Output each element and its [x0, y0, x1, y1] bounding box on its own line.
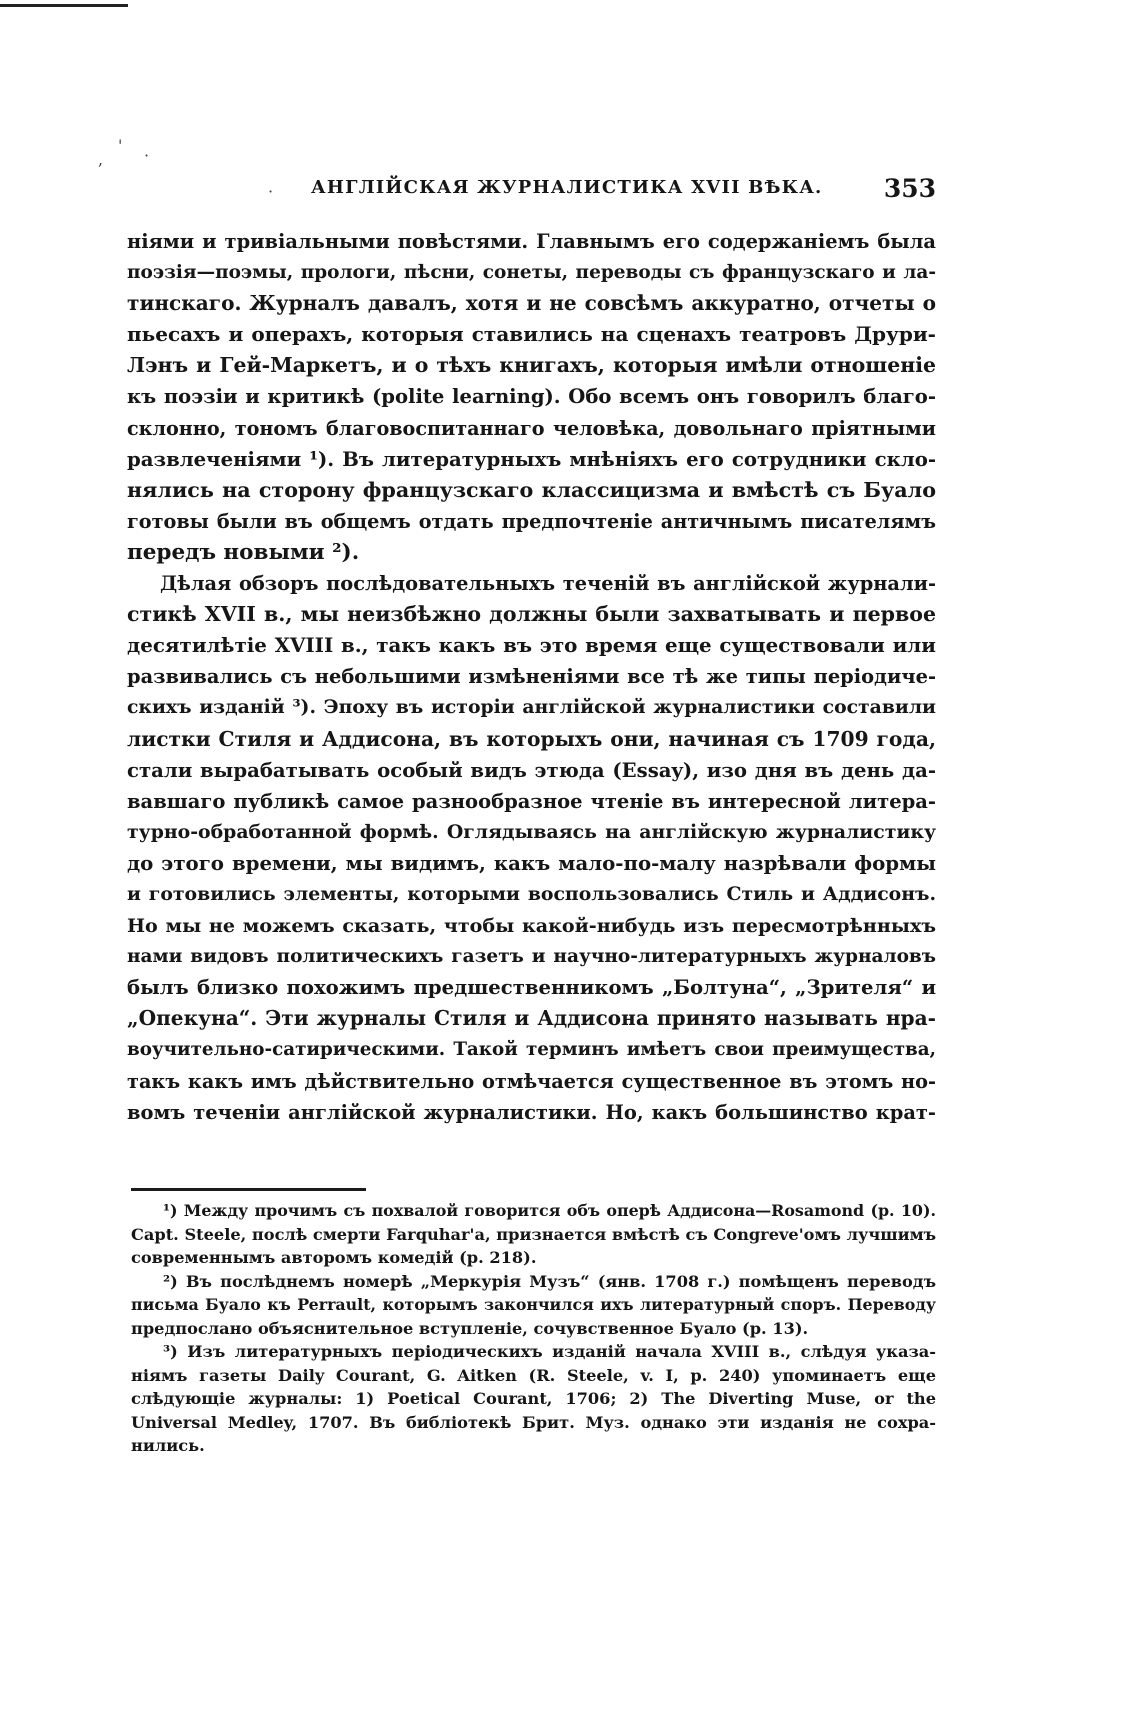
body-line: пьесахъ и операхъ, которыя ставились на сценахъ театровъ Друри- — [127, 322, 936, 347]
page-number: 353 — [883, 174, 936, 203]
body-line: стали вырабатывать особый видъ этюда (Essay), изо дня въ день да- — [127, 758, 936, 782]
footnote-line: письма Буало къ Perrault, которымъ закончился ихъ литературный споръ. Переводу — [131, 1295, 936, 1314]
footnote-line: ніямъ газеты Daily Courant, G. Aitken (R. Steele, v. I, p. 240) упоминаетъ еще — [131, 1365, 936, 1385]
body-line: листки Стиля и Аддисона, въ которыхъ они, начиная съ 1709 года, — [127, 726, 936, 751]
body-line: развивались съ небольшими измѣненіями все тѣ же типы періодиче- — [127, 665, 936, 689]
footnote-line: нились. — [131, 1436, 205, 1455]
body-line: склонно, тономъ благовоспитаннаго человѣка, довольнаго пріятными — [127, 416, 936, 440]
body-line: скихъ изданій ³). Эпоху въ исторіи англійской журналистики составили — [127, 696, 936, 719]
footnote-divider — [131, 1188, 366, 1191]
body-line: десятилѣтіе XVIII в., такъ какъ въ это время еще существовали или — [127, 633, 936, 658]
footnote-line: слѣдующіе журналы: 1) Poetical Courant, 1706; 2) The Diverting Muse, or the — [131, 1389, 936, 1408]
body-line: Дѣлая обзоръ послѣдовательныхъ теченій въ англійской журнали- — [160, 572, 936, 596]
footnote-line: предпослано объяснительное вступленіе, сочувственное Буало (p. 13). — [131, 1318, 809, 1338]
body-text — [127, 226, 936, 1128]
scan-speck: ' — [118, 136, 123, 155]
scan-speck: · — [144, 146, 150, 165]
body-line: къ поэзіи и критикѣ (polite learning). Обо всемъ онъ говорилъ благо- — [127, 385, 936, 409]
body-line: Но мы не можемъ сказать, чтобы какой-нибудь изъ пересмотрѣнныхъ — [127, 914, 936, 938]
running-title: АНГЛІЙСКАЯ ЖУРНАЛИСТИКА XVII ВѢКА. — [311, 177, 823, 198]
body-line: тинскаго. Журналъ давалъ, хотя и не совсѣмъ аккуратно, отчеты о — [127, 291, 936, 316]
body-line: воучительно-сатирическими. Такой терминъ имѣетъ свои преимущества, — [127, 1039, 936, 1061]
scan-speck: , — [98, 150, 104, 169]
footnote-line: ²) Въ послѣднемъ номерѣ „Меркурія Музъ“ (янв. 1708 г.) помѣщенъ переводъ — [163, 1271, 936, 1291]
scan-speck: · — [268, 182, 274, 201]
footnotes — [131, 1199, 936, 1458]
body-line: ніями и тривіальными повѣстями. Главнымъ его содержаніемъ была — [127, 230, 936, 253]
footnote-line: ¹) Между прочимъ съ похвалой говорится объ оперѣ Аддисона—Rosamond (p. 10). — [163, 1201, 936, 1220]
body-line: и готовились элементы, которыми воспользовались Стиль и Аддисонъ. — [127, 882, 936, 905]
footnote-line: ³) Изъ литературныхъ періодическихъ изданій начала XVIII в., слѣдуя указа- — [163, 1342, 936, 1361]
body-line: былъ близко похожимъ предшественникомъ „Болтуна“, „Зрителя“ и — [127, 976, 936, 1000]
body-line: такъ какъ имъ дѣйствительно отмѣчается существенное въ этомъ но- — [127, 1069, 936, 1093]
body-line: до этого времени, мы видимъ, какъ мало-по-малу назрѣвали формы — [127, 850, 936, 875]
body-line: вомъ теченіи англійской журналистики. Но, какъ большинство крат- — [127, 1100, 936, 1124]
body-line: „Опекуна“. Эти журналы Стиля и Аддисона принято называть нра- — [127, 1006, 936, 1031]
page-header — [311, 174, 936, 208]
body-line: передъ новыми ²). — [127, 539, 360, 565]
body-line: стикѣ XVII в., мы неизбѣжно должны были захватывать и первое — [127, 602, 936, 627]
top-edge-rule — [0, 4, 128, 7]
body-line: вавшаго публикѣ самое разнообразное чтеніе въ интересной литера- — [127, 789, 936, 813]
body-line: нялись на сторону французскаго классицизма и вмѣстѣ съ Буало — [127, 477, 936, 502]
body-line: готовы были въ общемъ отдать предпочтеніе античнымъ писателямъ — [127, 509, 936, 533]
footnote-line: Universal Medley, 1707. Въ библіотекѣ Брит. Муз. однако эти изданія не сохра- — [131, 1412, 936, 1432]
footnote-line: Capt. Steele, послѣ смерти Farquhar'а, признается вмѣстѣ съ Congreve'омъ лучшимъ — [131, 1224, 937, 1244]
body-line: поэзія—поэмы, прологи, пѣсни, сонеты, переводы съ французскаго и ла- — [127, 262, 936, 284]
body-line: Лэнъ и Гей-Маркетъ, и о тѣхъ книгахъ, которыя имѣли отношеніе — [127, 353, 936, 378]
body-line: развлеченіями ¹). Въ литературныхъ мнѣніяхъ его сотрудники скло- — [127, 447, 936, 471]
body-line: турно-обработанной формѣ. Оглядываясь на англійскую журналистику — [127, 820, 936, 843]
body-line: нами видовъ политическихъ газетъ и научно-литературныхъ журналовъ — [127, 946, 936, 968]
footnote-line: современнымъ авторомъ комедій (p. 218). — [131, 1248, 537, 1267]
